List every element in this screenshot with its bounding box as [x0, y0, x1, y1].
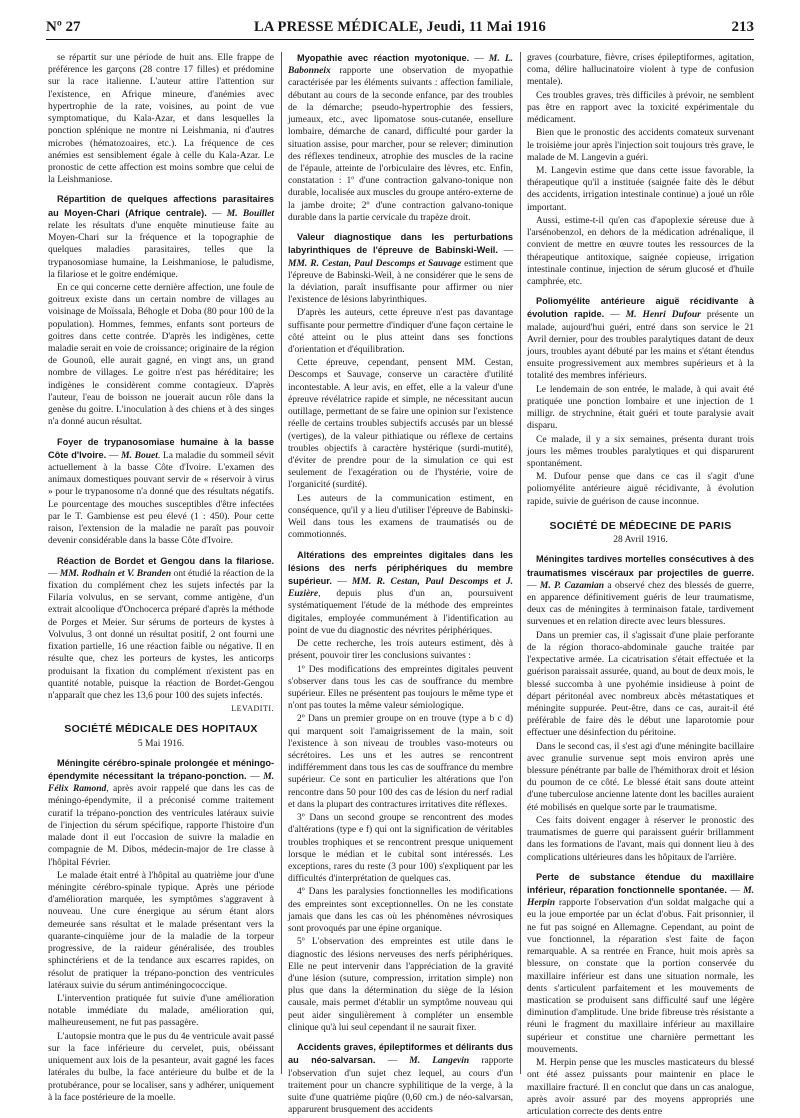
- article-title: Accidents graves, épileptiformes et délirants dus au néo-salvarsan.: [288, 1042, 513, 1066]
- paragraph: Le malade était entré à l'hôpital au quatrième jour d'une méningite cérébro-spinale typique. Après une période d'amélioration marquée, les symptômes s'aggravent à nouveau. Une cure énergique au sérum étant alors demeurée sans résultat et le malade présentant vers la quarante-cinquième jour de la maladie de la torpeur progressive, de la raideur généralisée, des troubles sphinctériens et de la tendance aux escarres rapides, on résolut de pratiquer la trépano-ponction des ventricules latéraux suivie du sérum antiméningococcique.: [48, 870, 274, 991]
- article-author: M. Bouillet: [226, 208, 275, 219]
- article-title: Valeur diagnostique dans les perturbations labyrinthiques de l'épreuve de Babinski-Weil.: [288, 232, 513, 256]
- header-rule: [46, 39, 754, 40]
- paragraph: En ce qui concerne cette dernière affection, une foule de goitreux existe dans un certain nombre de villages au voisinage de Moïssala, Béhogle et Doba (80 pour 100 de la population). Hommes, femmes, enfants sont porteurs de goitres dans cette contrée. D'après les indigènes, cette maladie serait en voie de croissance; originaire de la région de Gounoû, elle aurait gagné, en vingt ans, un grand nombre de villages. Le goitre n'est pas héréditaire; les indigènes le considèrent comme contagieux. D'après l'auteur, l'eau de boisson ne jouerait aucun rôle dans la genèse du goitre. L'inoculation à des chiens et à des singes n'a donné aucun résultat.: [48, 282, 274, 428]
- issue-number: Nº 27: [46, 19, 81, 35]
- paragraph: Dans un premier cas, il s'agissait d'une plaie perforante de la région thoraco-abdominale gauche traitée par l'expectative armée. La cicatrisation s'était effectuée et la guérison paraissait assurée, quand, au bout de deux mois, le blessé succomba à une pyohémie insidieuse à point de départ péritonéal avec nombreux abcès métastatiques et méningite suppurée. Peut-être, dans ce cas, aurait-il été préférable de faire dès le début une laparotomie pour effectuer une désinfection du péritoine.: [527, 630, 754, 739]
- column-1: [48, 52, 275, 1103]
- article-author: MM. R. Cestan, Paul Descomps et Sauvage: [288, 258, 462, 269]
- paragraph: Cette épreuve, cependant, pensent MM. Cestan, Descomps et Sauvage, conserve un caractère d'utilité incontestable. A leur avis, en effet, elle a la valeur d'une épreuve révélatrice rapide et simple, ne nécessitant aucun outillage, permettant de se faire une opinion sur l'existence réelle de certains troubles subjectifs accusés par un blessé (vertiges), de la valeur pithiatique ou réflexe de certains troubles objectifs à caractère hystérique (surdi-mutité), d'éviter de prendre pour de la simulation ce qui est seulement de l'exagération ou de l'hystérie, voire de l'organicité (surdité).: [288, 358, 513, 491]
- section-title: SOCIÉTÉ DE MÉDECINE DE PARIS: [549, 519, 732, 532]
- article-paragraph: Méningites tardives mortelles consécutives à des traumatismes viscéraux par projectiles de guerre. — M. P. Cazamian a observé chez des blessés de guerre, en apparence définitivement guéris de leur traumatisme, deux cas de méningites à terminaison fatale, tardivement survenues et en relation directe avec leurs blessures.: [527, 554, 755, 628]
- paragraph: Le lendemain de son entrée, le malade, à qui avait été pratiquée une ponction lombaire et une injection de 1 milligr. de strychnine, était guéri et toute paralysie avait disparu.: [527, 384, 754, 432]
- paragraph: De cette recherche, les trois auteurs estiment, dès à présent, pouvoir tirer les conclusions suivantes :: [288, 639, 513, 662]
- article-author: M. Herpin: [527, 886, 755, 909]
- column-3: [527, 52, 755, 1117]
- article-paragraph: Méningite cérébro-spinale prolongée et méningo-épendymite nécessitant la trépano-ponction. — M. Félix Ramond, après avoir rappelé que dans les cas de méningo-épendymite, il a préconisé comme traitement curatif la trépano-ponction des ventricules latéraux suivie de l'injection du sérum spécifique, rapporte l'histoire d'un malade dont il eut l'occasion de suivre la maladie en compagnie de M. Dibos, médecin-major de 1re classe à l'hôpital Février.: [48, 757, 275, 868]
- paragraph: 5º L'observation des empreintes est utile dans le diagnostic des lésions nerveuses des nerfs périphériques. Elle ne peut intervenir dans l'appréciation de la gravité d'une lésion (suture, compression, irritation simple) non plus que dans la détermination du siège de la lésion causale, mais permet d'établir un symptôme nouveau qui peut aider singulièrement à compléter un ensemble clinique qu'à lui seul cependant il ne saurait fixer.: [288, 937, 513, 1033]
- article-paragraph: Valeur diagnostique dans les perturbations labyrinthiques de l'épreuve de Babinski-Weil. — MM. R. Cestan, Paul Descomps et Sauvage estiment que l'épreuve de Babinski-Weil, à ne considérer que le sens de la déviation, paraît insuffisante pour affirmer ou nier l'existence de lésions labyrinthiques.: [288, 232, 514, 306]
- paragraph: graves (courbature, fièvre, crises épileptiformes, agitation, coma, délire hallucinatoire violent à type de confusion mentale).: [527, 53, 754, 88]
- page-number: 213: [731, 19, 754, 35]
- article-author: MM. Rodhain et V. Branden: [59, 568, 172, 579]
- article-title: Réaction de Bordet et Gengou dans la filariose.: [57, 555, 274, 566]
- paragraph: Bien que le pronostic des accidents comateux survenant le troisième jour après l'injection soit toujours très grave, le malade de M. Langevin a guéri.: [527, 128, 754, 163]
- section-title: SOCIÉTÉ MÉDICALE DES HOPITAUX: [64, 723, 258, 736]
- paragraph: L'autopsie montra que le pus du 4e ventricule avait passé sur la face inférieure du cervelet, puis, obéissant uniquement aux lois de la pesanteur, avait gagné les faces latérales du bulbe, la face antérieure du bulbe et de la protubérance, pour se localiser, sans y adhérer, uniquement à la face postérieure de la moelle.: [48, 1031, 274, 1103]
- column-2: [288, 52, 514, 1116]
- column-divider: [520, 52, 521, 1074]
- paragraph: 3º Dans un second groupe se rencontrent des modes d'altérations (type e f) qui ont la signification de véritables troubles trophiques et se rencontrent presque uniquement lorsque le médian et le cubital sont intéressés. Les exceptions, rares du reste (3 pour 100) s'expliquent par les difficultés d'interprétation de quelques cas.: [288, 813, 513, 885]
- paragraph: M. Herpin pense que les muscles masticateurs du blessé ont été assez puissants pour maintenir en place le maxillaire fracturé. Il en conclut que dans un cas analogue, après avoir assuré par des moyens appropriés une articulation correcte des dents entre: [527, 1058, 754, 1117]
- paragraph: D'après les auteurs, cette épreuve n'est pas davantage suffisante pour permettre d'indiquer d'une façon certaine le côté atteint ou le plus atteint dans ses fonctions d'orientation et d'équilibration.: [288, 308, 513, 356]
- paragraph: M. Dufour pense que dans ce cas il s'agit d'une poliomyélite antérieure aiguë récidivante, à évolution rapide, suivie de guérison de cause inconnue.: [527, 472, 754, 507]
- article-paragraph: Poliomyélite antérieure aiguë récidivante à évolution rapide. — M. Henri Dufour présente un malade, aujourd'hui guéri, entré dans son service le 21 Avril dernier, pour des troubles paralytiques datant de deux jours, troubles ayant débuté par les mains et s'étant étendus ensuite progressivement aux membres supérieurs et à la totalité des membres inférieurs.: [527, 296, 754, 382]
- article-paragraph: Répartition de quelques affections parasitaires au Moyen-Chari (Afrique centrale). — M. Bouillet relate les résultats d'une enquête minutieuse faite au Moyen-Chari sur la fréquence et la topographie de quelques maladies parasitaires, telles que la trypanosomiase humaine, la Leishmaniose, le paludisme, la filariose et le goitre endémique.: [48, 194, 275, 280]
- article-title: Altérations des empreintes digitales dans les lésions des nerfs périphériques du membre supérieur.: [288, 549, 513, 586]
- article-author: M. Félix Ramond: [48, 772, 275, 795]
- article-title: Myopathie avec réaction myotonique.: [297, 53, 470, 63]
- paragraph: L'intervention pratiquée fut suivie d'une amélioration notable immédiate du malade, amélioration qui, malheureusement, ne fut pas passagère.: [48, 993, 274, 1029]
- paragraph: 4º Dans les paralysies fonctionnelles les modifications des empreintes sont exceptionnelles. On ne les constate jamais que dans les cas où les phénomènes névrosiques sont provoqués par une épine organique.: [288, 887, 513, 935]
- article-title: Méningite cérébro-spinale prolongée et méningo-épendymite nécessitant la trépano-ponction.: [48, 757, 274, 782]
- paragraph: Ces faits doivent engager à réserver le pronostic des traumatismes de guerre qui paraissent guérir brillamment dans les formations de l'avant, mais qui donnent lieu à des complications ultérieures dans les hôpitaux de l'arrière.: [527, 815, 754, 863]
- article-author: M. Bouet: [121, 450, 158, 461]
- paragraph: Ces troubles graves, très difficiles à prévoir, ne semblent pas être en rapport avec la toxicité expérimentale du médicament.: [527, 90, 754, 126]
- paragraph: M. Langevin estime que dans cette issue favorable, la thérapeutique qu'il a instituée (saignée faite dès le début des accidents, irrigation intestinale continue) a joué un rôle important.: [527, 165, 754, 213]
- article-author: M. Henri Dufour: [625, 310, 701, 321]
- paragraph: 1º Des modifications des empreintes digitales peuvent s'observer dans tous les cas de souffrance du membre supérieur. Elles ne présentent pas toujours le même type et n'ont pas toutes la même valeur sémiologique.: [288, 664, 513, 712]
- paragraph: Ce malade, il y a six semaines, présenta durant trois jours les mêmes troubles paralytiques et qui disparurent spontanément.: [527, 434, 754, 469]
- article-paragraph: Altérations des empreintes digitales dans les lésions des nerfs périphériques du membre supérieur. — MM. R. Cestan, Paul Descomps et J. Euzière, depuis plus d'un an, poursuivent systématiquement l'étude de la méthode des empreintes digitales, employée communément à l'identification au point de vue du diagnostic des névrites périphériques.: [288, 549, 514, 636]
- section-date: 5 Mai 1916.: [137, 738, 185, 749]
- paragraph: 2º Dans un premier groupe on en trouve (type a b c d) qui marquent soit l'amaigrissement de la main, soit l'existence à son niveau de troubles vaso-moteurs ou sécrétoires. Les uns et les autres se rencontrent indifféremment dans tous les cas de souffrance du membre supérieur. Ce sont en particulier les altérations que l'on rencontre dans 50 pour 100 des cas de lésion du nerf radial et dans la plupart des contractures irritatives dite réflexes.: [288, 714, 513, 810]
- column-divider: [281, 52, 282, 1074]
- paragraph: Les auteurs de la communication estiment, en conséquence, qu'il y a lieu d'utiliser l'épreuve de Babinski-Weil dans tous les examens de traumatisés ou de commotionnés.: [288, 493, 513, 541]
- page-header: [46, 15, 754, 43]
- article-title: Méningites tardives mortelles consécutives à des traumatismes viscéraux par projectiles de guerre.: [527, 554, 754, 578]
- article-paragraph: Perte de substance étendue du maxillaire inférieur, réparation fonctionnelle spontanée. — M. Herpin rapporte l'observation d'un soldat malgache qui a eu la joue emportée par un éclat d'obus. Fait prisonnier, il ne fut pas soigné en Allemagne. Cependant, au point de vue fonctionnel, la réparation s'est faite de façon remarquable. A sa rentrée en France, huit mois après sa blessure, on constate que la portion conservée du maxillaire inférieur est dans une situation normale, les dents s'articulent parfaitement et les mouvements de mastication se produisent sans difficulté sauf une légère diminution d'amplitude. Une bride fibreuse très résistante a réuni le fragment du maxillaire inférieur au maxillaire supérieur et constitue une charnière permettant les mouvements.: [527, 871, 755, 1055]
- article-title: Foyer de trypanosomiase humaine à la basse Côte d'Ivoire.: [48, 436, 274, 460]
- signature: LEVADITI.: [231, 704, 274, 714]
- article-title: Poliomyélite antérieure aiguë récidivante à évolution rapide.: [527, 296, 754, 320]
- article-title: Répartition de quelques affections parasitaires au Moyen-Chari (Afrique centrale).: [48, 194, 274, 218]
- article-paragraph: Réaction de Bordet et Gengou dans la filariose. — MM. Rodhain et V. Branden ont étudié la réaction de la fixation du complément chez les sujets infectés par la Filaria volvulus, en se servant, comme antigène, d'un extrait alcoolique d'Onchocerca préparé d'après la méthode de Porges et Meier. Sur sérums de porteurs de kystes à Volvulus, 3 ont donné un résultat positif, 2 ont fourni une fixation partielle, 16 une réaction faible ou négative. Il en résulte que, chez les porteurs de kystes, les anticorps produisant la fixation du complément n'existent pas en quantité notable, puisque la réaction de Bordet-Gengou n'apparaît que chez les 13,6 pour 100 des sujets infectés.: [48, 555, 275, 701]
- paragraph: se répartit sur une période de huit ans. Elle frappe de préférence les garçons (28 contre 17 filles) et prédomine sur la race italienne. L'auteur attire l'attention sur l'existence, en Afrique mineure, d'anémies avec hypertrophie de la rate, voisines, au point de vue symptomatique, du Kala-Azar, et dans lesquelles la ponction splénique ne montre ni Leishmania, ni d'autres microbes (hématozoaires, etc.). La fréquence de ces anémies est sensiblement égale à celle du Kala-Azar. Le pronostic de cette affection est moins sombre que celui de la Leishmaniose.: [48, 53, 274, 186]
- article-paragraph: Foyer de trypanosomiase humaine à la basse Côte d'Ivoire. — M. Bouet. La maladie du sommeil sévit actuellement à la basse Côte d'Ivoire. L'examen des animaux domestiques pouvant servir de « réservoir à virus » pour le trypanosome n'a donné que des résultats négatifs. Le pourcentage des mouches susceptibles d'être infectées par le T. Gambiense est peu élevé (1 : 450). Pour cette raison, l'extension de la maladie ne paraît pas pouvoir devenir considérable dans la basse Côte d'Ivoire.: [48, 436, 274, 547]
- article-author: M. Langevin: [409, 1056, 470, 1067]
- article-author: M. P. Cazamian: [539, 580, 605, 591]
- article-author: M. L. Babonneix: [288, 54, 513, 77]
- article-paragraph: Accidents graves, épileptiformes et délirants dus au néo-salvarsan. — M. Langevin rapporte l'observation d'un sujet chez lequel, au cours d'un traitement pour un chancre syphilitique de la verge, à la suite d'une quatrième piqûre (0,60 cm.) de néo-salvarsan, apparurent brusquement des accidents: [288, 1042, 514, 1116]
- article-paragraph: Myopathie avec réaction myotonique. — M. L. Babonneix rapporte une observation de myopathie caractérisée par les éléments suivants : affection familiale, débutant au cours de la seconde enfance, par des troubles de la démarche; pseudo-hypertrophie des fessiers, jumeaux, etc., avec lipomatose sous-cutanée, ensellure lombaire, démarche de canard, difficulté pour garder la situation assise, pour marcher, pour se relever; diminution des réflexes tendineux, atrophie des muscles de la racine de l'épaule, atteinte de l'orbiculaire des lèvres, etc. Enfin, constatation : 1º d'une contraction galvano-tonique non durable, localisée aux muscles du groupe antéro-externe de la jambe droite; 2º d'une contraction galvano-tonique durable dans la partie cervicale du trapèze droit.: [288, 53, 514, 223]
- paragraph: Dans le second cas, il s'est agi d'une méningite bacillaire avec granulie survenue sept mois environ après une blessure pénétrante par balle de l'hémithorax droit et lésion du poumon de ce côté. Le blessé était sans doute atteint d'une tuberculose ancienne latente dont les bacilles auraient été mobilisés en quelque sorte par le traumatisme.: [527, 741, 754, 813]
- paragraph: Aussi, estime-t-il qu'en cas d'apoplexie séreuse due à l'arsénobenzol, en dehors de la médication adrénalique, il convient de mettre en œuvre toutes les ressources de la thérapeutique antitoxique, saignée copieuse, irrigation intestinale continue, injection de sérum glucosé et d'huile camphrée, etc.: [527, 215, 754, 287]
- section-date: 28 Avril 1916.: [613, 535, 668, 546]
- article-title: Perte de substance étendue du maxillaire inférieur, réparation fonctionnelle spontanée.: [527, 871, 754, 895]
- article-author: MM. R. Cestan, Paul Descomps et J. Euzière: [288, 576, 514, 600]
- journal-title: LA PRESSE MÉDICALE, Jeudi, 11 Mai 1916: [253, 19, 547, 35]
